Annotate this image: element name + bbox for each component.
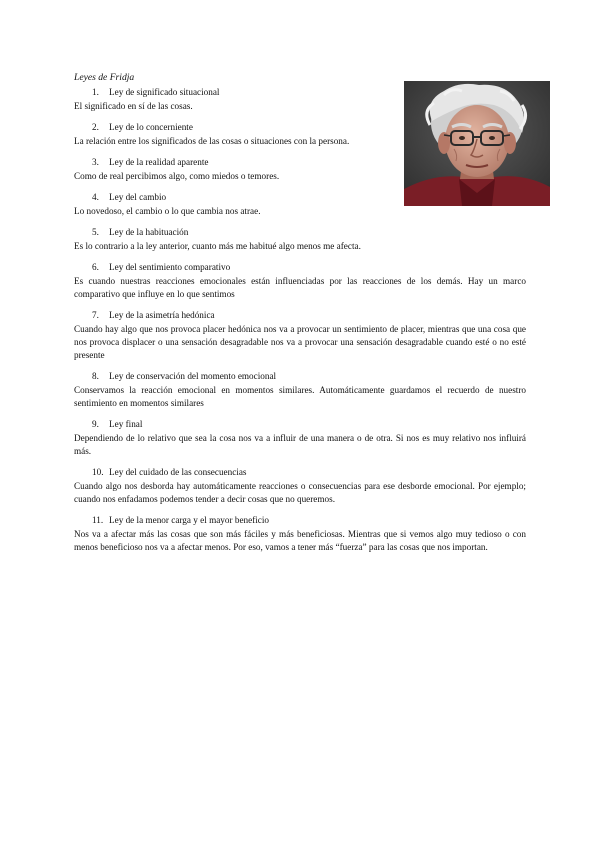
law-item	[74, 467, 526, 506]
law-number: 7.	[92, 310, 99, 320]
law-number: 4.	[92, 192, 99, 202]
law-item	[74, 371, 526, 410]
law-heading	[74, 157, 526, 168]
law-description: La relación entre los significados de las cosas o situaciones con la persona.	[74, 136, 350, 146]
law-title: Ley final	[109, 419, 143, 429]
law-item	[74, 157, 526, 183]
law-title: Ley del cambio	[109, 192, 167, 202]
law-heading	[74, 515, 526, 526]
law-heading	[74, 419, 526, 430]
law-item	[74, 262, 526, 301]
laws-list	[74, 87, 526, 554]
law-title: Ley de la habituación	[109, 227, 189, 237]
law-heading	[74, 371, 526, 382]
law-description: Conservamos la reacción emocional en momentos similares. Automáticamente guardamos el recuerdo de nuestro sentimiento en momentos similares	[74, 385, 526, 408]
law-title: Ley del cuidado de las consecuencias	[109, 467, 247, 477]
law-number: 1.	[92, 87, 99, 97]
law-number: 8.	[92, 371, 99, 381]
law-item	[74, 122, 526, 148]
law-description: Nos va a afectar más las cosas que son más fáciles y más beneficiosas. Mientras que si vemos algo muy tedioso o con menos beneficioso nos va a afectar menos. Por eso, vamos a tener más “fuerza” para las cosas que nos importan.	[74, 529, 526, 552]
law-description: Cuando hay algo que nos provoca placer hedónica nos va a provocar un sentimiento de placer, mientras que una cosa que nos provoca displacer o una sensación desagradable nos va a provocar una sensación desagradable cuando esté o no esté presente	[74, 324, 526, 360]
law-description: Es cuando nuestras reacciones emocionales están influenciadas por las reacciones de los demás. Hay un marco comparativo que influye en lo que sentimos	[74, 276, 526, 299]
law-heading	[74, 122, 526, 133]
law-heading	[74, 262, 526, 273]
law-description: Es lo contrario a la ley anterior, cuanto más me habitué algo menos me afecta.	[74, 241, 361, 251]
law-item	[74, 515, 526, 554]
law-heading	[74, 467, 526, 478]
law-title: Ley de conservación del momento emocional	[109, 371, 277, 381]
law-description: Como de real percibimos algo, como miedos o temores.	[74, 171, 280, 181]
law-number: 10.	[92, 467, 104, 477]
law-heading	[74, 227, 526, 238]
law-title: Ley del sentimiento comparativo	[109, 262, 231, 272]
law-title: Ley de lo concerniente	[109, 122, 193, 132]
law-title: Ley de la menor carga y el mayor beneficio	[109, 515, 270, 525]
law-heading	[74, 310, 526, 321]
law-description: Cuando algo nos desborda hay automáticamente reacciones o consecuencias para ese desborde emocional. Por ejemplo; cuando nos enfadamos podemos tender a decir cosas que no queremos.	[74, 481, 526, 504]
document-title: Leyes de Fridja	[74, 72, 135, 83]
law-description: Dependiendo de lo relativo que sea la cosa nos va a influir de una manera o de otra. Si nos es muy relativo nos influirá más.	[74, 433, 526, 456]
law-heading	[74, 192, 526, 203]
law-number: 9.	[92, 419, 99, 429]
law-number: 3.	[92, 157, 99, 167]
law-item	[74, 419, 526, 458]
law-title: Ley de la asimetría hedónica	[109, 310, 215, 320]
law-number: 11.	[92, 515, 104, 525]
law-heading	[74, 87, 526, 98]
law-description: El significado en sí de las cosas.	[74, 101, 193, 111]
law-title: Ley de significado situacional	[109, 87, 220, 97]
law-item	[74, 87, 526, 113]
law-number: 2.	[92, 122, 99, 132]
law-item	[74, 227, 526, 253]
law-description: Lo novedoso, el cambio o lo que cambia nos atrae.	[74, 206, 261, 216]
law-number: 6.	[92, 262, 99, 272]
law-item	[74, 310, 526, 362]
law-item	[74, 192, 526, 218]
law-title: Ley de la realidad aparente	[109, 157, 209, 167]
law-number: 5.	[92, 227, 99, 237]
